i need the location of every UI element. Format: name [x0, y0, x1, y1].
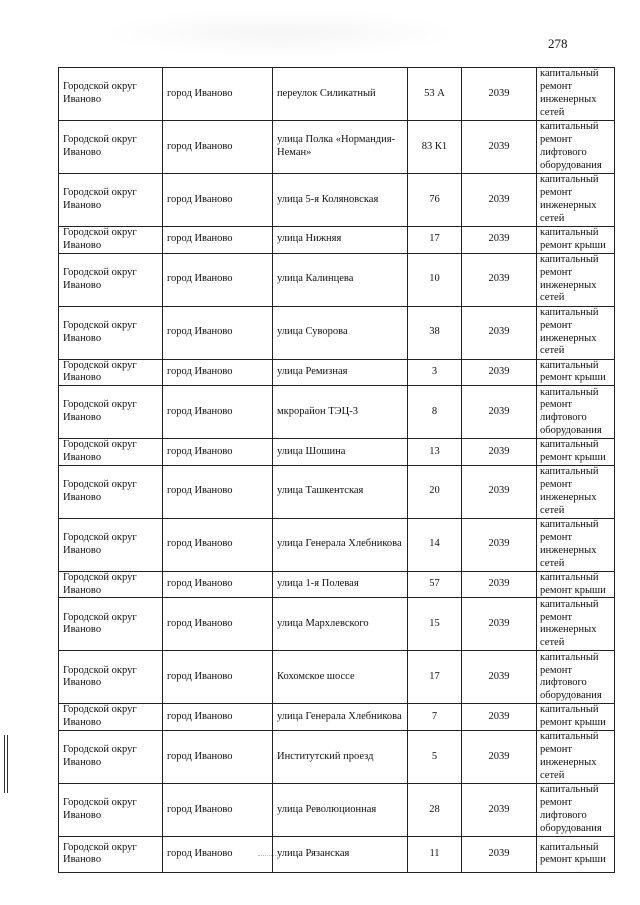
cell-city: город Иваново	[163, 518, 273, 571]
cell-work-type: капитальный ремонт крыши	[537, 704, 615, 731]
cell-year: 2039	[462, 359, 537, 386]
cell-house-number: 8	[408, 386, 462, 439]
cell-okrug: Городской округ Иваново	[59, 704, 163, 731]
cell-work-type: капитальный ремонт инженерных сетей	[537, 730, 615, 783]
cell-year: 2039	[462, 704, 537, 731]
cell-city: город Иваново	[163, 439, 273, 466]
cell-street: улица Шошина	[273, 439, 408, 466]
cell-street: улица Рязанская	[273, 836, 408, 872]
cell-work-type: капитальный ремонт крыши	[537, 227, 615, 254]
cell-year: 2039	[462, 253, 537, 306]
cell-city: город Иваново	[163, 253, 273, 306]
cell-okrug: Городской округ Иваново	[59, 306, 163, 359]
cell-house-number: 14	[408, 518, 462, 571]
table-row	[59, 465, 615, 518]
table-row	[59, 651, 615, 704]
cell-year: 2039	[462, 518, 537, 571]
cell-year: 2039	[462, 598, 537, 651]
table-row	[59, 518, 615, 571]
cell-okrug: Городской округ Иваново	[59, 783, 163, 836]
cell-city: город Иваново	[163, 571, 273, 598]
cell-house-number: 76	[408, 174, 462, 227]
repair-schedule-table	[58, 67, 615, 873]
cell-house-number: 38	[408, 306, 462, 359]
cell-city: город Иваново	[163, 651, 273, 704]
table-row	[59, 121, 615, 174]
cell-street: улица Суворова	[273, 306, 408, 359]
cell-work-type: капитальный ремонт лифтового оборудования	[537, 651, 615, 704]
cell-house-number: 83 К1	[408, 121, 462, 174]
cell-city: город Иваново	[163, 227, 273, 254]
table-row	[59, 783, 615, 836]
cell-okrug: Городской округ Иваново	[59, 571, 163, 598]
cell-street: улица Калинцева	[273, 253, 408, 306]
cell-street: Институтский проезд	[273, 730, 408, 783]
cell-work-type: капитальный ремонт крыши	[537, 439, 615, 466]
scan-noise	[100, 8, 460, 58]
cell-year: 2039	[462, 121, 537, 174]
cell-work-type: капитальный ремонт крыши	[537, 359, 615, 386]
cell-house-number: 13	[408, 439, 462, 466]
cell-okrug: Городской округ Иваново	[59, 386, 163, 439]
cell-okrug: Городской округ Иваново	[59, 227, 163, 254]
cell-okrug: Городской округ Иваново	[59, 68, 163, 121]
cell-house-number: 10	[408, 253, 462, 306]
cell-house-number: 5	[408, 730, 462, 783]
cell-work-type: капитальный ремонт инженерных сетей	[537, 306, 615, 359]
cell-city: город Иваново	[163, 121, 273, 174]
cell-work-type: капитальный ремонт инженерных сетей	[537, 68, 615, 121]
table-row	[59, 359, 615, 386]
cell-city: город Иваново	[163, 836, 273, 872]
table-row	[59, 227, 615, 254]
cell-year: 2039	[462, 174, 537, 227]
cell-street: улица Революционная	[273, 783, 408, 836]
cell-year: 2039	[462, 386, 537, 439]
cell-year: 2039	[462, 730, 537, 783]
table-row	[59, 253, 615, 306]
cell-city: город Иваново	[163, 386, 273, 439]
table-row	[59, 598, 615, 651]
margin-mark	[4, 735, 8, 793]
cell-house-number: 11	[408, 836, 462, 872]
cell-year: 2039	[462, 439, 537, 466]
table-row	[59, 704, 615, 731]
cell-okrug: Городской округ Иваново	[59, 439, 163, 466]
table-row	[59, 68, 615, 121]
cell-street: Кохомское шоссе	[273, 651, 408, 704]
cell-city: город Иваново	[163, 598, 273, 651]
cell-work-type: капитальный ремонт лифтового оборудования	[537, 783, 615, 836]
cell-street: улица Ташкентская	[273, 465, 408, 518]
cell-city: город Иваново	[163, 174, 273, 227]
cell-city: город Иваново	[163, 704, 273, 731]
cell-house-number: 57	[408, 571, 462, 598]
cell-city: город Иваново	[163, 730, 273, 783]
cell-house-number: 7	[408, 704, 462, 731]
scan-dots	[258, 855, 278, 860]
table-row	[59, 439, 615, 466]
cell-street: улица Нижняя	[273, 227, 408, 254]
cell-house-number: 17	[408, 651, 462, 704]
cell-year: 2039	[462, 571, 537, 598]
cell-okrug: Городской округ Иваново	[59, 121, 163, 174]
cell-street: улица Полка «Нормандия-Неман»	[273, 121, 408, 174]
cell-city: город Иваново	[163, 465, 273, 518]
cell-house-number: 17	[408, 227, 462, 254]
cell-okrug: Городской округ Иваново	[59, 359, 163, 386]
cell-street: переулок Силикатный	[273, 68, 408, 121]
table-body	[59, 68, 615, 873]
cell-year: 2039	[462, 68, 537, 121]
cell-okrug: Городской округ Иваново	[59, 174, 163, 227]
cell-work-type: капитальный ремонт лифтового оборудования	[537, 386, 615, 439]
cell-year: 2039	[462, 783, 537, 836]
cell-okrug: Городской округ Иваново	[59, 730, 163, 783]
cell-year: 2039	[462, 227, 537, 254]
table-row	[59, 306, 615, 359]
cell-city: город Иваново	[163, 68, 273, 121]
cell-street: улица 5-я Коляновская	[273, 174, 408, 227]
cell-okrug: Городской округ Иваново	[59, 518, 163, 571]
cell-work-type: капитальный ремонт крыши	[537, 571, 615, 598]
cell-okrug: Городской округ Иваново	[59, 836, 163, 872]
cell-city: город Иваново	[163, 783, 273, 836]
cell-house-number: 53 А	[408, 68, 462, 121]
cell-house-number: 3	[408, 359, 462, 386]
cell-street: улица Мархлевского	[273, 598, 408, 651]
cell-work-type: капитальный ремонт лифтового оборудования	[537, 121, 615, 174]
table-row	[59, 571, 615, 598]
cell-year: 2039	[462, 651, 537, 704]
cell-okrug: Городской округ Иваново	[59, 598, 163, 651]
cell-work-type: капитальный ремонт инженерных сетей	[537, 598, 615, 651]
cell-year: 2039	[462, 836, 537, 872]
cell-house-number: 15	[408, 598, 462, 651]
cell-work-type: капитальный ремонт инженерных сетей	[537, 174, 615, 227]
cell-work-type: капитальный ремонт инженерных сетей	[537, 518, 615, 571]
cell-year: 2039	[462, 306, 537, 359]
cell-okrug: Городской округ Иваново	[59, 253, 163, 306]
cell-work-type: капитальный ремонт инженерных сетей	[537, 465, 615, 518]
cell-year: 2039	[462, 465, 537, 518]
cell-city: город Иваново	[163, 306, 273, 359]
cell-okrug: Городской округ Иваново	[59, 651, 163, 704]
cell-okrug: Городской округ Иваново	[59, 465, 163, 518]
cell-street: улица Генерала Хлебникова	[273, 518, 408, 571]
table-row	[59, 836, 615, 872]
cell-street: улица 1-я Полевая	[273, 571, 408, 598]
cell-work-type: капитальный ремонт крыши	[537, 836, 615, 872]
cell-street: улица Генерала Хлебникова	[273, 704, 408, 731]
cell-city: город Иваново	[163, 359, 273, 386]
page-number: 278	[548, 36, 568, 51]
cell-house-number: 28	[408, 783, 462, 836]
cell-street: улица Ремизная	[273, 359, 408, 386]
table-row	[59, 730, 615, 783]
cell-street: мкрорайон ТЭЦ-3	[273, 386, 408, 439]
table-row	[59, 386, 615, 439]
cell-work-type: капитальный ремонт инженерных сетей	[537, 253, 615, 306]
cell-house-number: 20	[408, 465, 462, 518]
table-row	[59, 174, 615, 227]
